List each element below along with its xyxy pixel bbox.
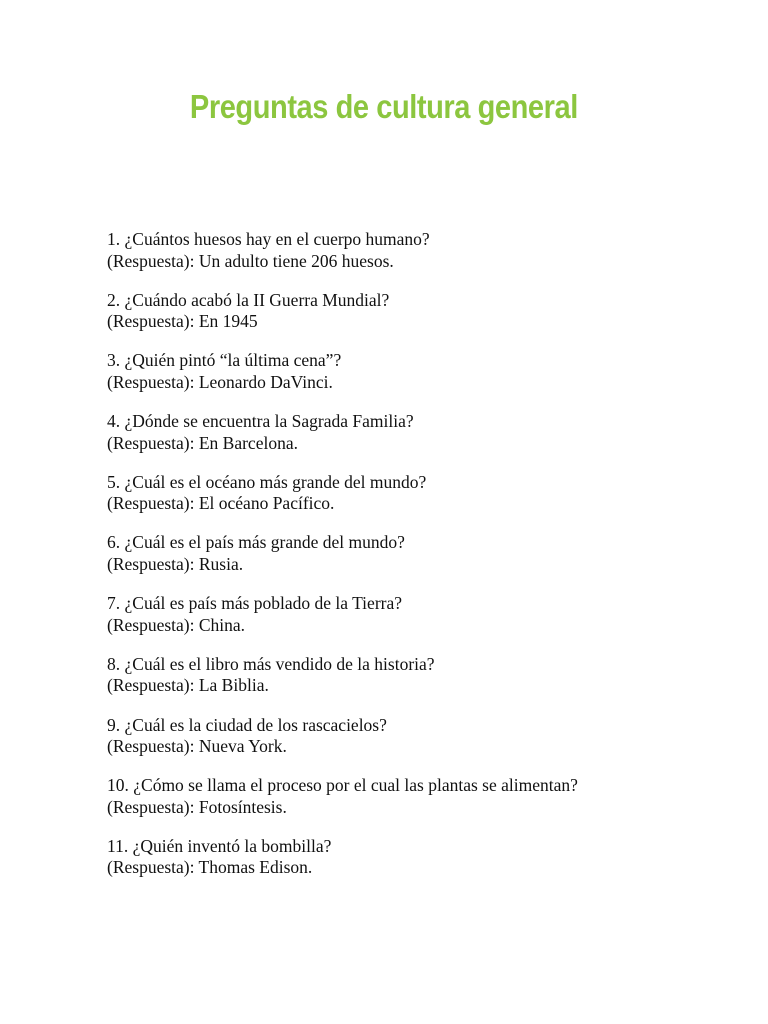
question-8: 8. ¿Cuál es el libro más vendido de la historia? (107, 653, 435, 674)
qa-item-4 (107, 411, 747, 472)
question-9: 9. ¿Cuál es la ciudad de los rascacielos? (107, 714, 387, 735)
qa-item-1 (107, 229, 747, 290)
answer-1: (Respuesta): Un adulto tiene 206 huesos. (107, 250, 394, 271)
answer-9: (Respuesta): Nueva York. (107, 736, 287, 756)
qa-item-9 (107, 715, 747, 776)
answer-5: (Respuesta): El océano Pacífico. (107, 493, 335, 514)
question-2: 2. ¿Cuándo acabó la II Guerra Mundial? (107, 289, 390, 310)
qa-item-11 (107, 836, 747, 897)
answer-6: (Respuesta): Rusia. (107, 553, 244, 574)
answer-3: (Respuesta): Leonardo DaVinci. (107, 371, 333, 392)
question-3: 3. ¿Quién pintó “la última cena”? (107, 350, 342, 371)
question-4: 4. ¿Dónde se encuentra la Sagrada Familia? (107, 411, 414, 432)
qa-item-7 (107, 593, 747, 654)
answer-11: (Respuesta): Thomas Edison. (107, 857, 313, 878)
qa-item-3 (107, 350, 747, 411)
qa-item-5 (107, 472, 747, 533)
qa-list (107, 229, 747, 897)
question-5: 5. ¿Cuál es el océano más grande del mundo? (107, 471, 427, 492)
question-6: 6. ¿Cuál es el país más grande del mundo? (107, 532, 405, 553)
qa-item-8 (107, 654, 747, 715)
question-1: 1. ¿Cuántos huesos hay en el cuerpo humano? (107, 229, 430, 249)
qa-item-10 (107, 775, 747, 836)
document-title: Preguntas de cultura general (189, 88, 578, 125)
qa-item-2 (107, 290, 747, 351)
answer-10: (Respuesta): Fotosíntesis. (107, 796, 287, 817)
question-11: 11. ¿Quién inventó la bombilla? (107, 835, 332, 856)
answer-8: (Respuesta): La Biblia. (107, 675, 269, 696)
qa-item-6 (107, 532, 747, 593)
question-7: 7. ¿Cuál es país más poblado de la Tierra? (107, 593, 403, 614)
answer-4: (Respuesta): En Barcelona. (107, 432, 298, 453)
answer-7: (Respuesta): China. (107, 614, 246, 635)
answer-2: (Respuesta): En 1945 (107, 311, 258, 332)
question-10: 10. ¿Cómo se llama el proceso por el cual las plantas se alimentan? (107, 775, 578, 796)
